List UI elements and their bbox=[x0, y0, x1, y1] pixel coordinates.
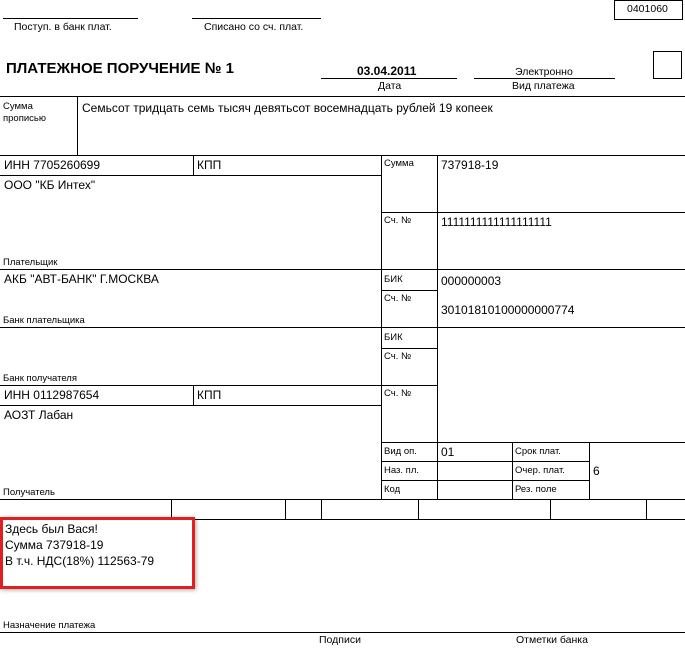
payer-kpp: КПП bbox=[197, 158, 222, 172]
received-line bbox=[3, 18, 138, 19]
code-box bbox=[653, 51, 682, 79]
recipient-kpp: КПП bbox=[197, 388, 222, 402]
grid-vline bbox=[381, 155, 382, 499]
payer-account-value: 1111111111111111111 bbox=[441, 215, 552, 229]
recipient-bik-label: БИК bbox=[384, 332, 403, 343]
document-date: 03.04.2011 bbox=[357, 64, 417, 78]
bank-marks-label: Отметки банка bbox=[516, 634, 588, 646]
vid-op-value: 01 bbox=[441, 445, 455, 459]
form-code: 0401060 bbox=[627, 3, 668, 15]
payer-corr-label: Сч. № bbox=[384, 293, 412, 304]
sum-label: Сумма bbox=[384, 158, 414, 169]
srok-label: Срок плат. bbox=[515, 446, 561, 457]
rez-label: Рез. поле bbox=[515, 484, 557, 495]
payer-inn: ИНН 7705260699 bbox=[4, 158, 101, 172]
grid-line bbox=[0, 499, 685, 500]
kod-label: Код bbox=[384, 484, 401, 495]
tax-vline bbox=[418, 499, 419, 519]
payer-bik-value: 000000003 bbox=[441, 274, 502, 288]
tax-vline bbox=[646, 499, 647, 519]
signatures-label: Подписи bbox=[319, 634, 361, 646]
payer-bank-label: Банк плательщика bbox=[3, 315, 85, 326]
purpose-line-1: Здесь был Вася! bbox=[5, 522, 98, 536]
amount-words-label-2: прописью bbox=[3, 113, 46, 124]
tax-vline bbox=[550, 499, 551, 519]
highlight-frame bbox=[0, 517, 195, 589]
grid-line bbox=[381, 212, 685, 213]
payment-type: Электронно bbox=[515, 66, 573, 78]
recipient-inn: ИНН 0112987654 bbox=[4, 388, 100, 402]
payment-type-label: Вид платежа bbox=[512, 80, 575, 92]
payer-label: Плательщик bbox=[3, 257, 58, 268]
date-label: Дата bbox=[378, 80, 402, 92]
tax-vline bbox=[285, 499, 286, 519]
grid-line bbox=[381, 442, 685, 443]
debited-label: Списано со сч. плат. bbox=[204, 21, 304, 33]
tax-vline bbox=[171, 499, 172, 519]
amount-words-value: Семьсот тридцать семь тысяч девятьсот восемнадцать рублей 19 копеек bbox=[82, 101, 493, 115]
payment-type-line bbox=[474, 78, 615, 79]
grid-line bbox=[0, 269, 685, 270]
sum-value: 737918-19 bbox=[441, 158, 499, 172]
purpose-line-2: Сумма 737918-19 bbox=[5, 538, 104, 552]
grid-line bbox=[381, 480, 589, 481]
grid-vline bbox=[193, 155, 194, 175]
grid-line bbox=[0, 327, 685, 328]
grid-line bbox=[381, 461, 589, 462]
grid-line bbox=[381, 290, 437, 291]
document-title: ПЛАТЕЖНОЕ ПОРУЧЕНИЕ № 1 bbox=[6, 60, 234, 77]
payer-account-label: Сч. № bbox=[384, 215, 412, 226]
grid-line bbox=[0, 385, 437, 386]
received-label: Поступ. в банк плат. bbox=[14, 21, 112, 33]
purpose-line-3: В т.ч. НДС(18%) 112563-79 bbox=[5, 554, 155, 568]
debited-line bbox=[192, 18, 321, 19]
grid-line bbox=[381, 348, 437, 349]
purpose-bottom-line bbox=[0, 632, 685, 633]
recipient-label: Получатель bbox=[3, 487, 55, 498]
payer-bik-label: БИК bbox=[384, 274, 403, 285]
purpose-label: Назначение платежа bbox=[3, 620, 96, 631]
naz-pl-label: Наз. пл. bbox=[384, 465, 419, 476]
recipient-bank-label: Банк получателя bbox=[3, 373, 77, 384]
grid-vline bbox=[512, 442, 513, 499]
payer-bank-name: АКБ "АВТ-БАНК" Г.МОСКВА bbox=[4, 272, 159, 286]
payer-name: ООО "КБ Интех" bbox=[4, 178, 96, 192]
date-line bbox=[321, 78, 457, 79]
recipient-corr-label: Сч. № bbox=[384, 351, 412, 362]
recipient-account-label: Сч. № bbox=[384, 388, 412, 399]
ocher-label: Очер. плат. bbox=[515, 465, 565, 476]
recipient-name: АОЗТ Лабан bbox=[4, 408, 74, 422]
grid-line bbox=[0, 405, 381, 406]
tax-vline bbox=[321, 499, 322, 519]
vid-op-label: Вид оп. bbox=[384, 446, 417, 457]
amount-words-label-1: Сумма bbox=[3, 101, 33, 112]
words-divider bbox=[77, 96, 78, 155]
payer-corr-value: 30101810100000000774 bbox=[441, 303, 575, 317]
grid-vline bbox=[437, 155, 438, 499]
grid-vline bbox=[193, 385, 194, 405]
grid-line bbox=[0, 175, 381, 176]
grid-vline bbox=[589, 442, 590, 499]
grid-line bbox=[0, 155, 685, 156]
ocher-value: 6 bbox=[593, 464, 600, 478]
words-top-line bbox=[0, 96, 685, 97]
